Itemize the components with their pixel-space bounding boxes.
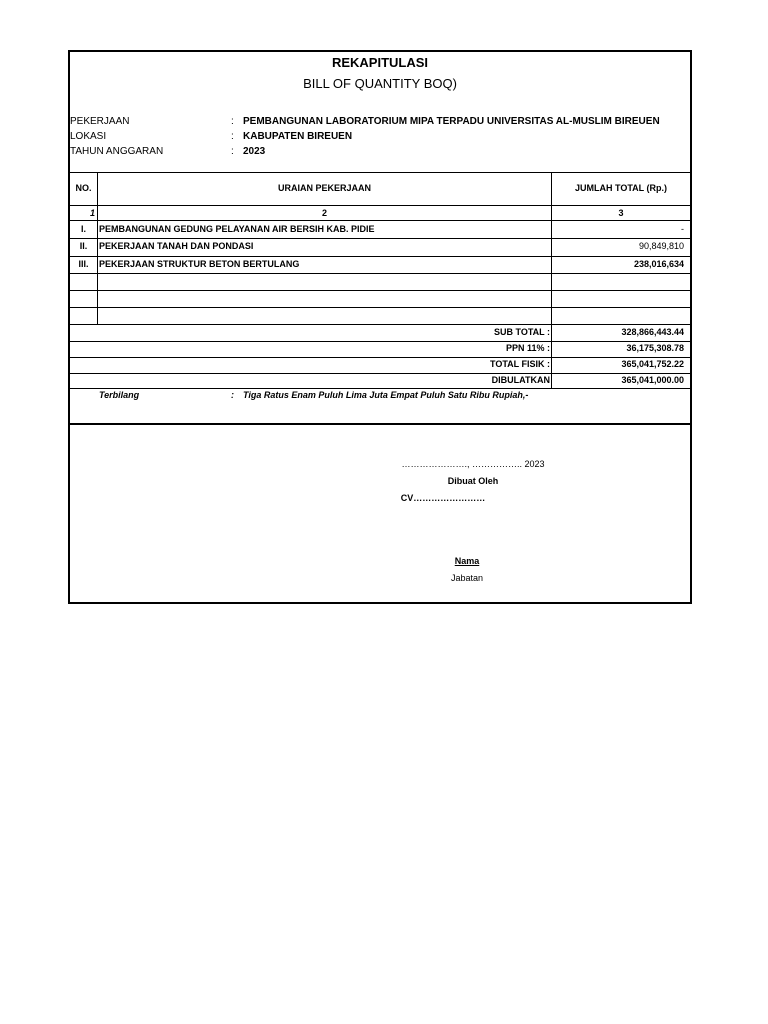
info-label: PEKERJAAN [70,116,130,127]
summary-label-ppn: PPN 11% : [505,343,550,353]
row-no: III. [78,259,89,269]
index-desc: 2 [321,208,327,218]
terbilang-label: Terbilang [99,390,140,400]
row-divider [70,238,690,239]
summary-value-ppn: 36,175,308.78 [626,343,684,353]
signature-position: Jabatan [450,573,484,583]
summary-label-subtotal: SUB TOTAL : [494,327,550,337]
table-top-border [70,172,690,173]
summary-bottom-border [70,388,690,389]
document-subtitle: BILL OF QUANTITY BOQ) [303,76,457,91]
document-title: REKAPITULASI [331,55,429,70]
terbilang-value: Tiga Ratus Enam Puluh Lima Juta Empat Puluh Satu Ribu Rupiah,- [243,390,529,400]
summary-value-dibulatkan: 365,041,000.00 [621,375,684,385]
boq-recap-sheet [68,50,692,604]
summary-value-subtotal: 328,866,443.44 [621,327,684,337]
row-divider [70,307,690,308]
col-header-desc: URAIAN PEKERJAAN [277,183,371,193]
index-no: 1 [89,208,95,218]
info-value: KABUPATEN BIREUEN [243,131,353,142]
row-desc: PEKERJAAN STRUKTUR BETON BERTULANG [99,259,300,269]
row-divider [70,273,690,274]
summary-label-total-fisik: TOTAL FISIK : [490,359,550,369]
signature-made-by: Dibuat Oleh [447,476,499,486]
signature-company: CV…………………… [400,493,486,503]
row-no: I. [80,224,86,234]
info-colon: : [231,146,234,157]
row-divider [70,256,690,257]
row-no: II. [79,241,88,251]
index-amount: 3 [618,208,624,218]
col-header-no: NO. [75,183,92,193]
info-value: 2023 [243,146,266,157]
signature-place-date: …………………., …………….. 2023 [401,459,545,469]
info-label: LOKASI [70,131,107,142]
summary-top-border [70,324,690,325]
terbilang-colon: : [231,390,234,400]
row-divider [70,220,690,221]
col-header-amount: JUMLAH TOTAL (Rp.) [575,183,667,193]
col-divider-no [97,172,98,324]
col-divider-amount [551,172,552,388]
summary-value-total-fisik: 365,041,752.22 [621,359,684,369]
row-divider [70,290,690,291]
summary-divider [70,357,690,358]
row-amount: - [681,224,684,234]
info-value: PEMBANGUNAN LABORATORIUM MIPA TERPADU UNIVERSITAS AL-MUSLIM BIREUEN [243,116,660,127]
row-amount: 90,849,810 [638,241,684,251]
row-amount: 238,016,634 [633,259,684,269]
summary-divider [70,373,690,374]
row-desc: PEMBANGUNAN GEDUNG PELAYANAN AIR BERSIH KAB. PIDIE [99,224,375,234]
info-colon: : [231,116,234,127]
info-colon: : [231,131,234,142]
summary-label-dibulatkan: DIBULATKAN [491,375,550,385]
header-bottom-border [70,205,690,206]
signature-section-border [70,423,690,425]
summary-divider [70,341,690,342]
row-desc: PEKERJAAN TANAH DAN PONDASI [99,241,254,251]
signature-name: Nama [454,556,480,566]
info-label: TAHUN ANGGARAN [70,146,164,157]
